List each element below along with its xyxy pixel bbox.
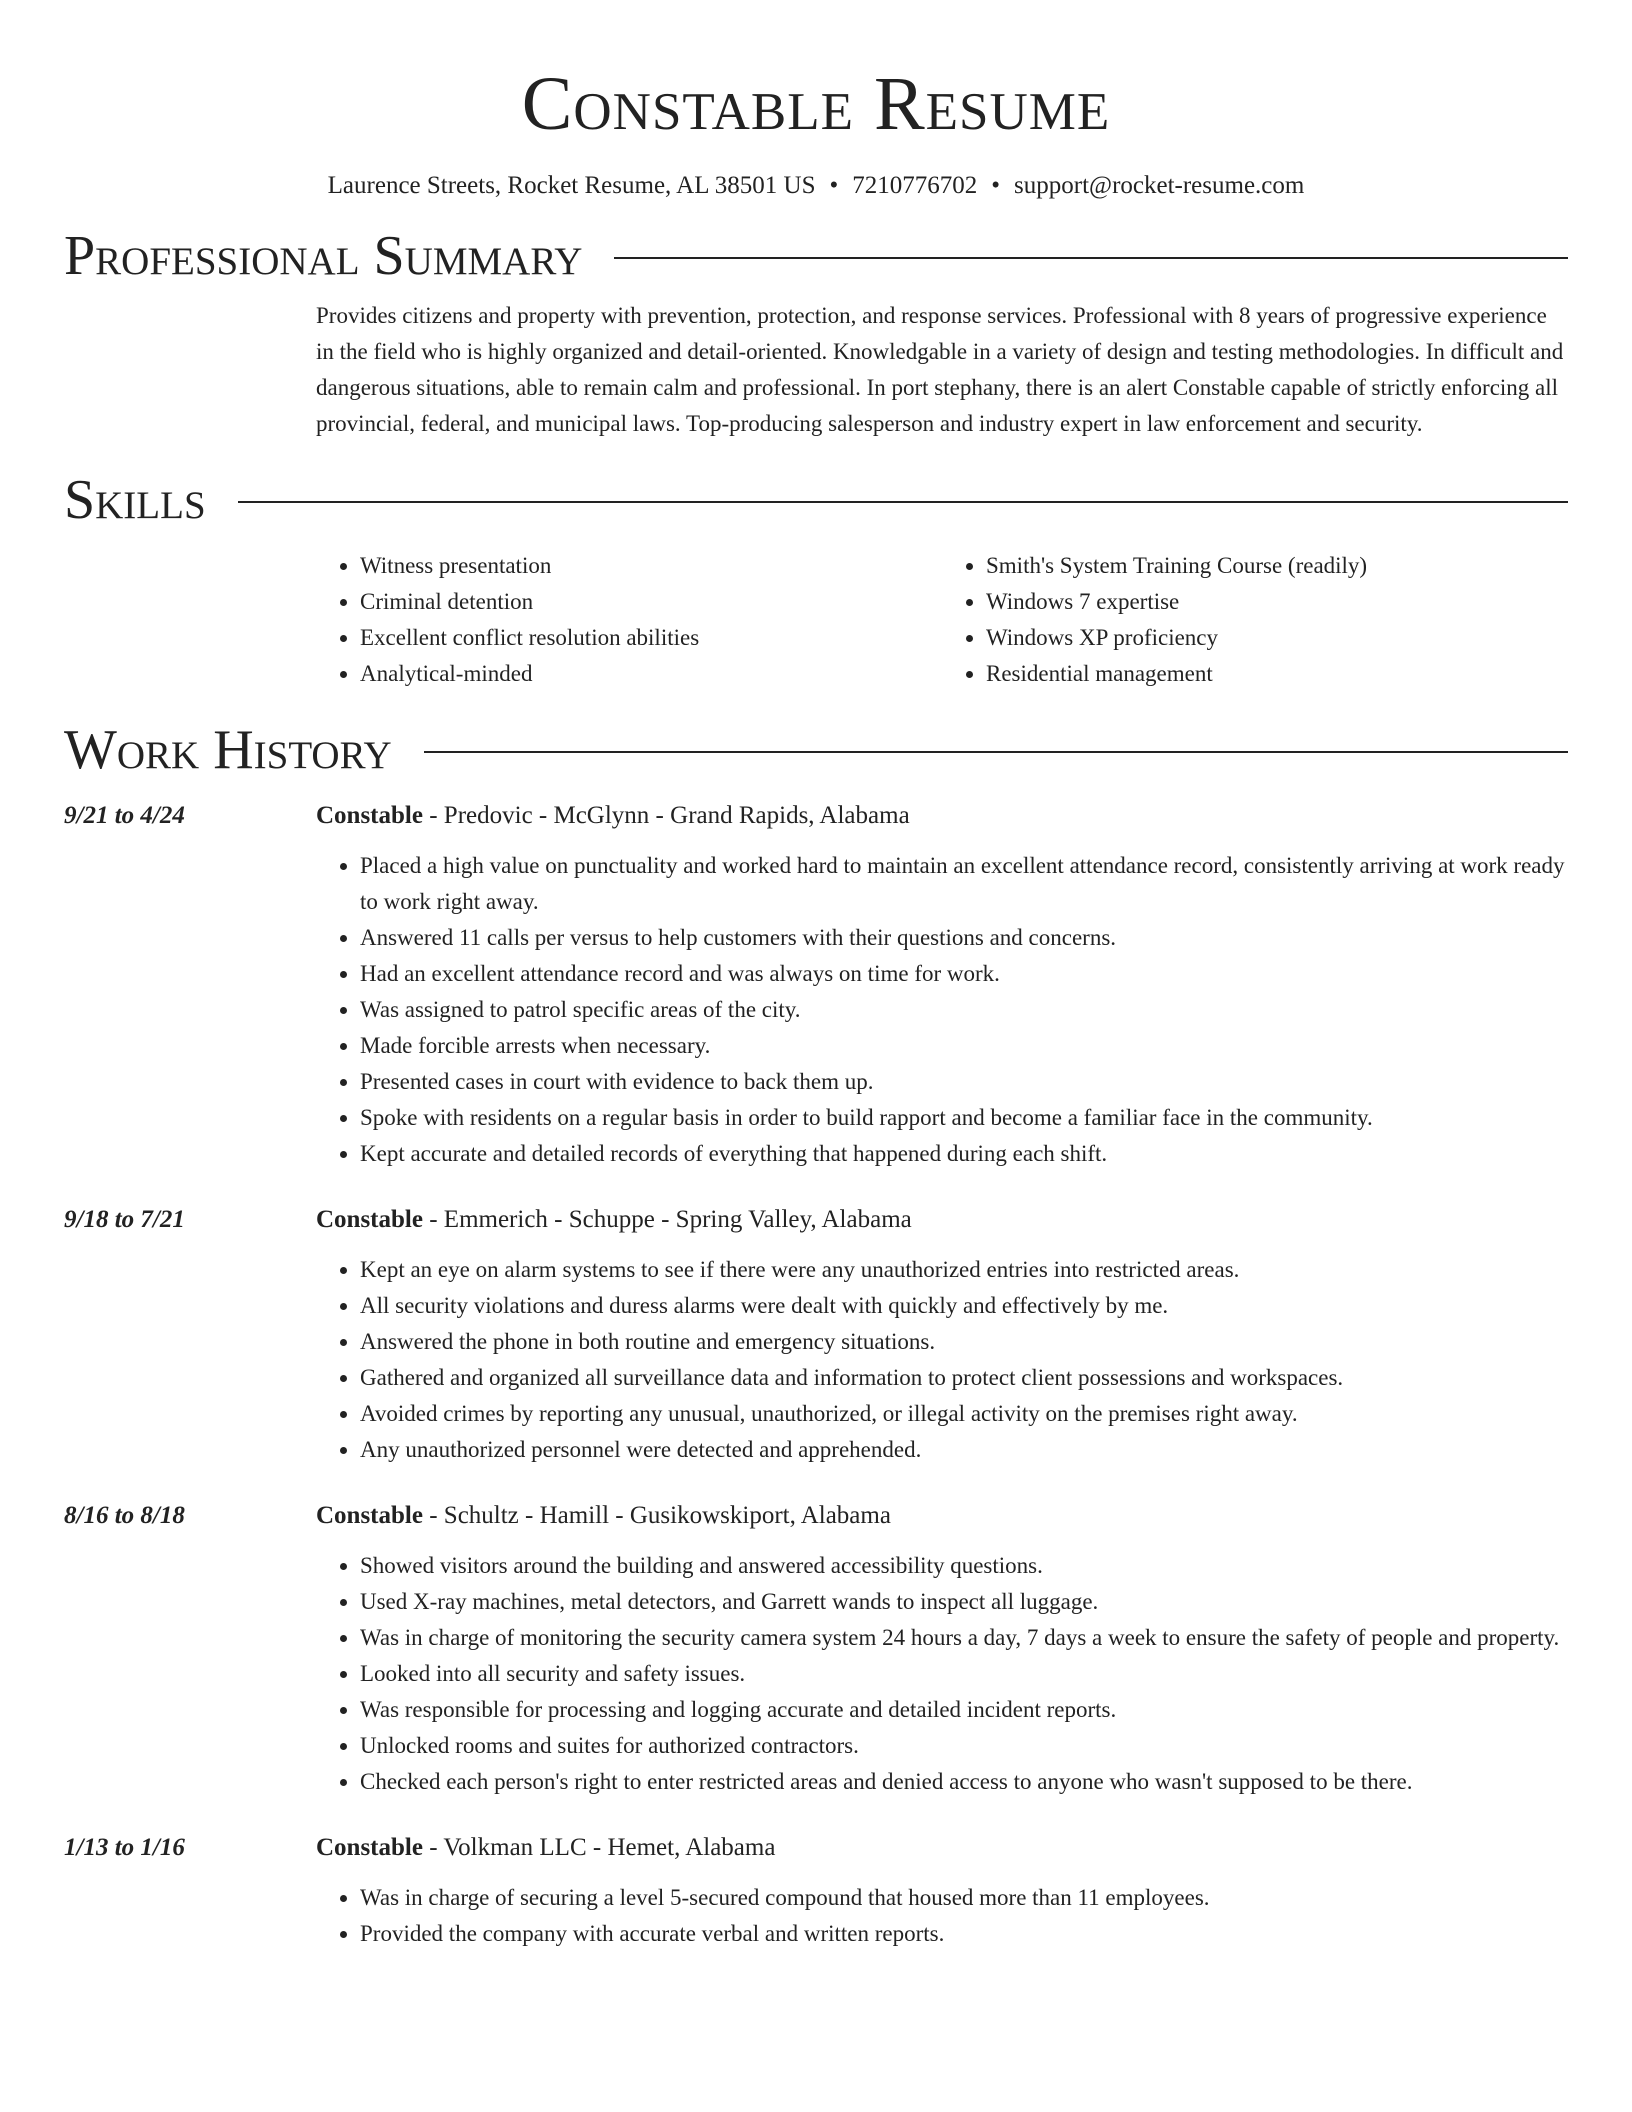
section-divider <box>614 257 1568 259</box>
job-bullet: • Answered the phone in both routine and emergency situations. <box>360 1324 1568 1360</box>
job-dates: 9/21 to 4/24 <box>64 802 185 829</box>
job-entry <box>64 798 1568 1172</box>
job-title-line <box>316 1202 912 1238</box>
skill-item: • Criminal detention <box>360 584 942 620</box>
skills-header <box>64 468 1568 532</box>
summary-heading: Professional Summary <box>64 225 583 287</box>
resume-page <box>64 0 1568 1952</box>
job-title-line <box>316 798 910 834</box>
skill-item: • Analytical-minded <box>360 656 942 692</box>
job-bullet: • Provided the company with accurate verbal and written reports. <box>360 1916 1568 1952</box>
work-history-header <box>64 718 1568 782</box>
skills-list <box>316 548 1568 692</box>
skills-heading: Skills <box>64 469 206 531</box>
job-header <box>64 1830 1568 1866</box>
skill-item: • Windows 7 expertise <box>986 584 1568 620</box>
email-link[interactable]: support@rocket-resume.com <box>1014 172 1305 199</box>
summary-header <box>64 224 1568 288</box>
section-divider <box>424 751 1568 753</box>
separator-bullet: • <box>829 172 839 199</box>
work-history-heading: Work History <box>64 719 392 781</box>
job-header <box>64 1498 1568 1534</box>
job-bullet: • Had an excellent attendance record and was always on time for work. <box>360 956 1568 992</box>
job-bullet: • Avoided crimes by reporting any unusual, unauthorized, or illegal activity on the premises right away. <box>360 1396 1568 1432</box>
job-title: Constable <box>316 1206 423 1233</box>
job-employer: - Emmerich - Schuppe - Spring Valley, Alabama <box>422 1206 912 1233</box>
skill-item: • Windows XP proficiency <box>986 620 1568 656</box>
job-employer: - Volkman LLC - Hemet, Alabama <box>422 1834 776 1861</box>
skill-item: • Witness presentation <box>360 548 942 584</box>
job-entry <box>64 1830 1568 1952</box>
job-title-line <box>316 1498 891 1534</box>
job-dates: 9/18 to 7/21 <box>64 1206 185 1233</box>
job-header <box>64 798 1568 834</box>
separator-bullet: • <box>991 172 1001 199</box>
job-bullet: • Showed visitors around the building and answered accessibility questions. <box>360 1548 1568 1584</box>
phone: 7210776702 <box>852 172 978 199</box>
summary-text: Provides citizens and property with prevention, protection, and response services. Professional with 8 years of progressive experience in the field who is highly organized and detail-oriented. Knowledgable in a variety of design and testing methodologies. In difficult and dangerous situations, able to remain calm and professional. In port stephany, there is an alert Constable capable of strictly enforcing all provincial, federal, and municipal laws. Top-producing salesperson and industry expert in law enforcement and security. <box>316 303 1564 436</box>
job-bullet: • Spoke with residents on a regular basis in order to build rapport and become a familiar face in the community. <box>360 1100 1568 1136</box>
job-bullet: • Gathered and organized all surveillance data and information to protect client possessions and workspaces. <box>360 1360 1568 1396</box>
job-bullet: • All security violations and duress alarms were dealt with quickly and effectively by me. <box>360 1288 1568 1324</box>
contact-line <box>64 170 1568 202</box>
job-header <box>64 1202 1568 1238</box>
job-bullet: • Made forcible arrests when necessary. <box>360 1028 1568 1064</box>
job-entry <box>64 1202 1568 1468</box>
job-employer: - Predovic - McGlynn - Grand Rapids, Alabama <box>422 802 910 829</box>
address: Laurence Streets, Rocket Resume, AL 38501 US <box>327 172 816 199</box>
job-title: Constable <box>316 1502 423 1529</box>
job-bullet: • Unlocked rooms and suites for authorized contractors. <box>360 1728 1568 1764</box>
job-title: Constable <box>316 1834 423 1861</box>
job-bullets <box>316 848 1568 1172</box>
job-bullets <box>316 1252 1568 1468</box>
resume-title: Constable Resume <box>521 62 1111 146</box>
job-bullet: • Kept an eye on alarm systems to see if there were any unauthorized entries into restricted areas. <box>360 1252 1568 1288</box>
job-entry <box>64 1498 1568 1800</box>
job-bullets <box>316 1548 1568 1800</box>
skills-column-left <box>316 548 942 692</box>
job-bullet: • Was responsible for processing and logging accurate and detailed incident reports. <box>360 1692 1568 1728</box>
skill-item: • Smith's System Training Course (readily) <box>986 548 1568 584</box>
job-bullet: • Presented cases in court with evidence to back them up. <box>360 1064 1568 1100</box>
job-bullets <box>316 1880 1568 1952</box>
job-bullet: • Looked into all security and safety issues. <box>360 1656 1568 1692</box>
job-dates: 8/16 to 8/18 <box>64 1502 185 1529</box>
job-bullet: • Was assigned to patrol specific areas of the city. <box>360 992 1568 1028</box>
job-bullet: • Was in charge of securing a level 5-secured compound that housed more than 11 employees. <box>360 1880 1568 1916</box>
skill-item: • Residential management <box>986 656 1568 692</box>
skill-item: • Excellent conflict resolution abilities <box>360 620 942 656</box>
job-bullet: • Was in charge of monitoring the security camera system 24 hours a day, 7 days a week to ensure the safety of people and property. <box>360 1620 1568 1656</box>
job-title-line <box>316 1830 775 1866</box>
job-bullet: • Kept accurate and detailed records of everything that happened during each shift. <box>360 1136 1568 1172</box>
job-bullet: • Checked each person's right to enter restricted areas and denied access to anyone who wasn't supposed to be there. <box>360 1764 1568 1800</box>
section-divider <box>238 501 1568 503</box>
job-bullet: • Any unauthorized personnel were detected and apprehended. <box>360 1432 1568 1468</box>
job-dates: 1/13 to 1/16 <box>64 1834 185 1861</box>
job-bullet: • Placed a high value on punctuality and worked hard to maintain an excellent attendance record, consistently arriving at work ready to work right away. <box>360 848 1568 920</box>
job-bullet: • Answered 11 calls per versus to help customers with their questions and concerns. <box>360 920 1568 956</box>
job-bullet: • Used X-ray machines, metal detectors, and Garrett wands to inspect all luggage. <box>360 1584 1568 1620</box>
skills-column-right <box>942 548 1568 692</box>
job-employer: - Schultz - Hamill - Gusikowskiport, Alabama <box>422 1502 891 1529</box>
job-title: Constable <box>316 802 423 829</box>
